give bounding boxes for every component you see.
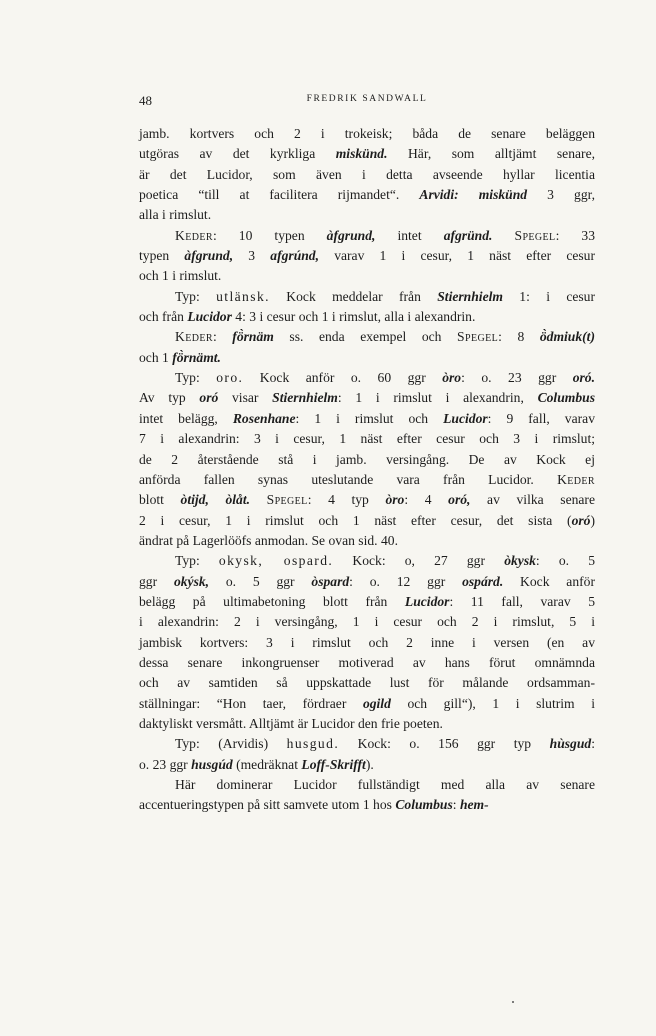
text-run: och från — [139, 309, 188, 325]
text-run: ändrat på Lagerlööfs anmodan. Se ovan sid. 40. — [139, 532, 398, 548]
text-run: Typ: — [175, 288, 217, 304]
text-run: anförda fallen synas uteslutande vara från Lucidor. — [139, 471, 558, 487]
print-speck — [512, 1001, 514, 1003]
italic-term: Lucidor — [187, 309, 232, 325]
text-line — [139, 368, 595, 388]
text-run: : 11 fall, varav 5 — [449, 593, 596, 609]
text-run — [250, 492, 267, 507]
text-line — [139, 511, 595, 531]
italic-term: Arvidi: miskünd — [419, 187, 528, 203]
italic-term: òtijd, òlåt. — [180, 492, 251, 508]
text-run: blott — [139, 492, 181, 508]
text-run: jamb. kortvers och 2 i trokeisk; båda de senare beläggen — [139, 126, 595, 141]
italic-term: oró, — [448, 492, 471, 508]
italic-term: okýsk, — [173, 573, 210, 589]
text-run: och av samtiden så uppskattade lust för målande ordsamman- — [139, 675, 595, 691]
text-run: och 1 — [139, 349, 173, 365]
text-run: : 8 — [498, 329, 540, 345]
text-line — [139, 429, 595, 449]
small-caps-name: Keder — [175, 329, 213, 345]
text-run: : 9 fall, varav — [487, 410, 595, 426]
page-header — [139, 93, 595, 111]
text-run: Här dominerar Lucidor fullständigt med alla av senare — [175, 777, 595, 792]
text-run: : o. 12 ggr — [349, 573, 463, 589]
spaced-type: okysk, ospard. — [218, 553, 334, 569]
italic-term: husgúd — [191, 756, 233, 772]
text-line — [139, 246, 595, 266]
italic-term: fö̀rnämt. — [172, 349, 221, 365]
text-run: Typ: — [175, 553, 219, 569]
running-head: FREDRIK SANDWALL — [306, 94, 428, 104]
page-number: 48 — [139, 93, 152, 108]
text-line — [139, 124, 595, 144]
italic-term: Columbus — [395, 797, 453, 813]
spaced-type: oro. — [216, 370, 244, 386]
italic-term: òro — [442, 370, 462, 386]
text-run: utgöras av det kyrkliga — [139, 146, 336, 162]
text-run: 7 i alexandrin: 3 i cesur, 1 näst efter cesur och 3 i rimslut; — [139, 431, 595, 447]
text-run: Kock meddelar från — [269, 288, 438, 304]
text-run: ggr — [139, 573, 174, 589]
text-body — [139, 124, 595, 816]
text-run: ss. enda exempel och — [273, 329, 458, 345]
text-run: Typ: (Arvidis) — [175, 736, 287, 752]
text-run: ). — [365, 756, 374, 772]
text-run: (medräknat — [232, 756, 302, 772]
italic-term: Stiernhielm — [437, 288, 503, 304]
text-run: jambisk kortvers: 3 i rimslut och 2 inne i versen (en av — [139, 634, 595, 650]
text-line — [139, 327, 595, 347]
text-run: de 2 återstående stå i jamb. versingång. De av Kock ej — [139, 451, 595, 467]
small-caps-name: Spegel — [457, 329, 499, 345]
text-run: typen — [139, 248, 185, 264]
text-run: 1: i cesur — [502, 288, 596, 304]
text-line — [139, 653, 595, 673]
text-run: ställningar: “Hon taer, fördraer — [139, 695, 363, 711]
text-line — [139, 531, 595, 551]
text-line — [139, 348, 595, 368]
italic-term: hùsgud — [549, 736, 592, 752]
text-run: 2 i cesur, 1 i rimslut och 1 näst efter cesur, det sista ( — [139, 512, 572, 528]
italic-term: ö̀dmiuk(t) — [539, 329, 595, 345]
paragraph-har-dominerar — [139, 775, 595, 816]
text-run: Här, som alltjämt senare, — [387, 146, 595, 162]
paragraph-keder-afgrund — [139, 226, 595, 287]
text-run: Av typ — [139, 390, 200, 406]
italic-term: afgrúnd, — [270, 248, 320, 264]
italic-term: ogild — [362, 695, 391, 711]
text-line — [139, 775, 595, 795]
small-caps-name: Keder — [175, 227, 213, 243]
text-run: accentueringstypen på sitt samvete utom 1 hos — [139, 797, 396, 813]
text-run: : 1 i rimslut i alexandrin, — [337, 390, 538, 406]
text-run: Typ: — [175, 370, 217, 386]
text-run: o. 23 ggr — [139, 756, 192, 772]
text-run: och gill“), 1 i slutrim i — [390, 695, 595, 711]
text-line — [139, 450, 595, 470]
italic-term: oró. — [572, 370, 595, 386]
paragraph-keder-fornam — [139, 327, 595, 368]
text-line — [139, 490, 595, 510]
text-line — [139, 633, 595, 653]
text-run: : 4 typ — [307, 492, 386, 508]
text-run: : 10 typen — [212, 227, 327, 243]
italic-term: òspard — [311, 573, 350, 589]
text-run: i alexandrin: 2 i versingång, 1 i cesur och 2 i rimslut, 5 i — [139, 614, 595, 630]
text-run: : — [212, 329, 233, 345]
italic-term: fö̀rnäm — [232, 329, 274, 345]
italic-term: Stiernhielm — [272, 390, 338, 406]
text-run: belägg på ultimabetoning blott från — [139, 593, 405, 609]
text-run: visar — [218, 390, 273, 406]
paragraph-typ-husgud — [139, 734, 595, 775]
text-line — [139, 287, 595, 307]
text-run: är det Lucidor, som även i detta avseende hyllar licentia — [139, 166, 595, 182]
italic-term: ospárd. — [462, 573, 504, 589]
text-run: : 33 — [555, 227, 595, 243]
spaced-type: utlänsk. — [216, 288, 270, 304]
text-run: ) — [590, 512, 595, 528]
text-line — [139, 165, 595, 185]
text-line — [139, 612, 595, 632]
text-run: : 4 — [404, 492, 449, 508]
text-run: intet — [375, 227, 444, 243]
italic-term: Loff-Skrifft — [301, 756, 366, 772]
text-line — [139, 673, 595, 693]
text-run: : o. 23 ggr — [461, 370, 573, 386]
text-run: Kock anför — [503, 573, 595, 589]
italic-term: oró — [199, 390, 219, 406]
text-line — [139, 755, 595, 775]
spaced-type: husgud. — [286, 736, 340, 752]
text-run: 3 ggr, — [527, 187, 595, 203]
paragraph-continuation — [139, 124, 595, 226]
italic-term: Lucidor — [443, 410, 488, 426]
text-run: intet belägg, — [139, 410, 233, 426]
text-line — [139, 226, 595, 246]
text-run: 3 — [233, 248, 271, 264]
text-run: alla i rimslut. — [139, 207, 212, 223]
text-run: poetica “till at facilitera rijmandet“. — [139, 187, 420, 203]
text-line — [139, 185, 595, 205]
paragraph-typ-oro — [139, 368, 595, 551]
text-run: daktyliskt versmått. Alltjämt är Lucidor den frie poeten. — [139, 715, 443, 731]
text-line — [139, 795, 595, 815]
text-line — [139, 205, 595, 225]
text-run: Kock: o, 27 ggr — [333, 553, 505, 569]
text-run: : — [452, 797, 460, 813]
text-line — [139, 388, 595, 408]
italic-term: oró — [571, 512, 591, 528]
text-run: : 1 i rimslut och — [295, 410, 444, 426]
text-run: Kock anför o. 60 ggr — [243, 370, 443, 386]
text-run: o. 5 ggr — [209, 573, 312, 589]
text-run: dessa senare inkongruenser motiverad av hans förut omnämnda — [139, 654, 595, 670]
italic-term: Rosenhane — [232, 410, 296, 426]
paragraph-typ-utlansk — [139, 287, 595, 328]
text-run: och 1 i rimslut. — [139, 268, 222, 284]
text-line — [139, 266, 595, 286]
italic-term: àfgrund, — [326, 227, 376, 243]
italic-term: Columbus — [537, 390, 595, 406]
italic-term: àfgrund, — [184, 248, 234, 264]
italic-term: òro — [385, 492, 405, 508]
text-line — [139, 734, 595, 754]
text-line — [139, 551, 595, 571]
text-run: Kock: o. 156 ggr typ — [339, 736, 550, 752]
text-run: varav 1 i cesur, 1 näst efter cesur — [319, 248, 595, 264]
text-run: av vilka senare — [470, 492, 595, 508]
text-run: : o. 5 — [535, 553, 596, 569]
small-caps-name: Spegel — [514, 227, 556, 243]
text-line — [139, 592, 595, 612]
text-line — [139, 409, 595, 429]
text-line — [139, 307, 595, 327]
italic-term: hem- — [459, 797, 489, 813]
paragraph-typ-okysk — [139, 551, 595, 734]
text-line — [139, 694, 595, 714]
text-line — [139, 714, 595, 734]
italic-term: òkysk — [504, 553, 536, 569]
text-line — [139, 144, 595, 164]
small-caps-name: Spegel — [266, 492, 308, 508]
italic-term: Lucidor — [404, 593, 450, 609]
italic-term: miskünd. — [335, 146, 388, 162]
text-run — [492, 228, 514, 243]
text-run: : — [591, 736, 595, 752]
text-line — [139, 470, 595, 490]
italic-term: afgründ. — [443, 227, 493, 243]
text-run: 4: 3 i cesur och 1 i rimslut, alla i alexandrin. — [231, 309, 476, 325]
small-caps-name: Keder — [557, 471, 595, 487]
text-line — [139, 572, 595, 592]
